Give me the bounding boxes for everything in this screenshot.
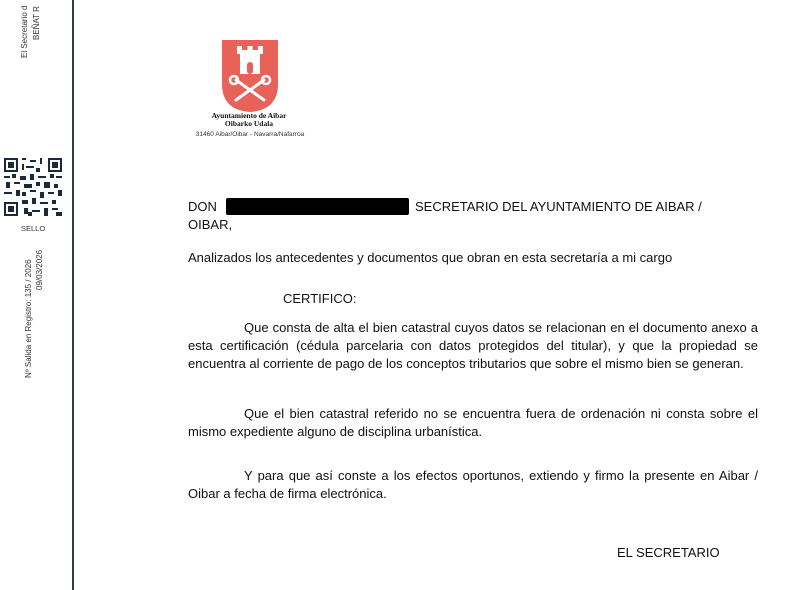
signature-line: EL SECRETARIO — [617, 545, 720, 560]
coat-of-arms-logo — [222, 40, 278, 112]
paragraph-3: Y para que así conste a los efectos oportunos, extiendo y firmo la presente en Aibar / Oibar a fecha de firma electrónica. — [188, 468, 758, 501]
secretary-signature-text — [20, 6, 30, 58]
secretary-line-1: El Secretario d — [20, 5, 29, 58]
secretary-line-2: BEÑAT R — [32, 6, 41, 40]
certify-heading: CERTIFICO: — [283, 291, 357, 306]
secretary-name-text — [32, 6, 42, 40]
org-address: 31460 Aibar/Oibar - Navarra/Nafarroa — [195, 131, 305, 138]
intro-text: Analizados los antecedentes y documentos que obran en esta secretaría a mi cargo — [188, 250, 673, 265]
don-prefix: DON — [188, 199, 217, 214]
registry-line-1: Nº Salida en Registro: 135 / 2026 — [24, 259, 33, 378]
stamp-label: SELLO — [21, 224, 46, 233]
org-name-line-1: Ayuntamiento de Aibar — [211, 111, 287, 120]
don-title: SECRETARIO DEL AYUNTAMIENTO DE AIBAR / — [415, 199, 702, 214]
registry-number-text — [24, 259, 34, 378]
org-name-line-2: Oibarko Udala — [224, 119, 274, 128]
org-name — [190, 112, 308, 128]
redacted-name — [226, 198, 409, 215]
don-title-line-2: OIBAR, — [188, 217, 233, 232]
paragraph-1: Que consta de alta el bien catastral cuyos datos se relacionan en el documento anexo a esta certificación (cédula parcelaria con datos protegidos del titular), y que la propiedad se encuentra al corriente de pago de los conceptos tributarios que sobre el mismo bien se generan. — [188, 320, 758, 371]
registry-line-2: 09/03/2026 — [35, 249, 44, 290]
registry-date-text — [35, 250, 45, 290]
qr-code-icon — [4, 158, 62, 216]
signature-sidebar — [0, 0, 74, 590]
paragraph-2: Que el bien catastral referido no se encuentra fuera de ordenación ni consta sobre el mismo expediente alguno de disciplina urbanística. — [188, 406, 758, 439]
